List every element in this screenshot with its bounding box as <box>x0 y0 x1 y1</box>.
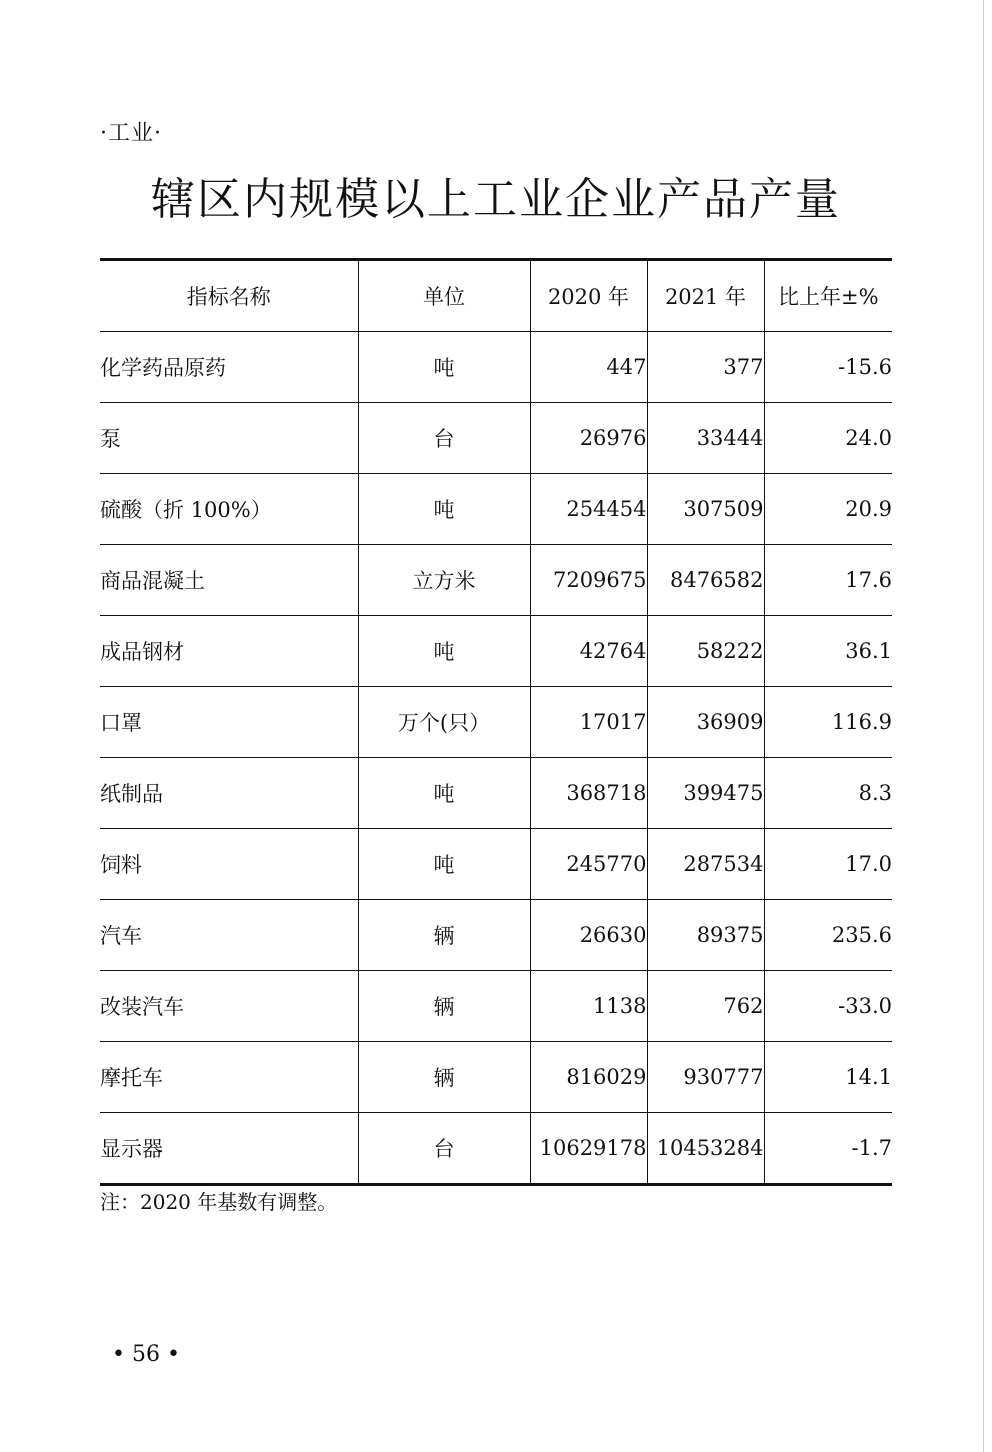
cell-value-2021: 399475 <box>647 758 764 829</box>
cell-change: 14.1 <box>764 1042 892 1113</box>
table-row <box>100 332 892 403</box>
cell-unit: 吨 <box>358 758 530 829</box>
cell-change: 24.0 <box>764 403 892 474</box>
cell-value-2021: 33444 <box>647 403 764 474</box>
cell-unit: 立方米 <box>358 545 530 616</box>
cell-unit: 吨 <box>358 332 530 403</box>
cell-value-2021: 287534 <box>647 829 764 900</box>
table-header-row <box>100 260 892 332</box>
cell-unit: 辆 <box>358 1042 530 1113</box>
cell-indicator-name: 硫酸（折 100%） <box>100 474 358 545</box>
cell-value-2020: 10629178 <box>530 1113 647 1185</box>
header-unit: 单位 <box>358 260 530 332</box>
header-year-2021: 2021 年 <box>647 260 764 332</box>
cell-value-2021: 36909 <box>647 687 764 758</box>
cell-value-2021: 89375 <box>647 900 764 971</box>
table-row <box>100 1113 892 1185</box>
cell-value-2021: 930777 <box>647 1042 764 1113</box>
cell-value-2020: 447 <box>530 332 647 403</box>
cell-indicator-name: 纸制品 <box>100 758 358 829</box>
header-indicator-name: 指标名称 <box>100 260 358 332</box>
cell-unit: 吨 <box>358 829 530 900</box>
cell-value-2020: 254454 <box>530 474 647 545</box>
table-row <box>100 403 892 474</box>
cell-value-2020: 17017 <box>530 687 647 758</box>
header-year-2020: 2020 年 <box>530 260 647 332</box>
cell-unit: 台 <box>358 403 530 474</box>
page-number: • 56 • <box>112 1342 180 1367</box>
cell-change: 116.9 <box>764 687 892 758</box>
cell-value-2021: 762 <box>647 971 764 1042</box>
table-row <box>100 687 892 758</box>
table-row <box>100 971 892 1042</box>
cell-value-2021: 8476582 <box>647 545 764 616</box>
cell-indicator-name: 商品混凝土 <box>100 545 358 616</box>
product-output-table <box>100 258 892 1186</box>
cell-change: -1.7 <box>764 1113 892 1185</box>
cell-value-2020: 26630 <box>530 900 647 971</box>
cell-indicator-name: 显示器 <box>100 1113 358 1185</box>
cell-change: 235.6 <box>764 900 892 971</box>
cell-unit: 吨 <box>358 474 530 545</box>
table-row <box>100 1042 892 1113</box>
cell-change: -33.0 <box>764 971 892 1042</box>
cell-value-2020: 816029 <box>530 1042 647 1113</box>
cell-value-2020: 42764 <box>530 616 647 687</box>
cell-unit: 台 <box>358 1113 530 1185</box>
cell-value-2020: 368718 <box>530 758 647 829</box>
cell-change: 17.0 <box>764 829 892 900</box>
table-row <box>100 758 892 829</box>
cell-unit: 万个(只） <box>358 687 530 758</box>
cell-indicator-name: 摩托车 <box>100 1042 358 1113</box>
page-edge-line <box>983 0 984 1452</box>
cell-value-2020: 245770 <box>530 829 647 900</box>
cell-change: 8.3 <box>764 758 892 829</box>
cell-value-2021: 10453284 <box>647 1113 764 1185</box>
cell-indicator-name: 成品钢材 <box>100 616 358 687</box>
cell-unit: 辆 <box>358 900 530 971</box>
cell-indicator-name: 口罩 <box>100 687 358 758</box>
table-row <box>100 474 892 545</box>
cell-value-2020: 7209675 <box>530 545 647 616</box>
cell-change: 17.6 <box>764 545 892 616</box>
cell-indicator-name: 泵 <box>100 403 358 474</box>
cell-value-2021: 377 <box>647 332 764 403</box>
cell-value-2021: 58222 <box>647 616 764 687</box>
cell-value-2020: 1138 <box>530 971 647 1042</box>
table-row <box>100 829 892 900</box>
cell-change: -15.6 <box>764 332 892 403</box>
cell-unit: 辆 <box>358 971 530 1042</box>
page-title: 辖区内规模以上工业企业产品产量 <box>151 174 841 225</box>
table-footnote: 注：2020 年基数有调整。 <box>100 1190 338 1214</box>
cell-indicator-name: 化学药品原药 <box>100 332 358 403</box>
cell-value-2021: 307509 <box>647 474 764 545</box>
cell-change: 20.9 <box>764 474 892 545</box>
cell-value-2020: 26976 <box>530 403 647 474</box>
table-row <box>100 545 892 616</box>
cell-indicator-name: 饲料 <box>100 829 358 900</box>
cell-indicator-name: 汽车 <box>100 900 358 971</box>
table-row <box>100 616 892 687</box>
cell-indicator-name: 改装汽车 <box>100 971 358 1042</box>
section-tag: ·工业· <box>100 121 162 146</box>
cell-unit: 吨 <box>358 616 530 687</box>
table-row <box>100 900 892 971</box>
cell-change: 36.1 <box>764 616 892 687</box>
header-change-percent: 比上年±% <box>764 260 892 332</box>
